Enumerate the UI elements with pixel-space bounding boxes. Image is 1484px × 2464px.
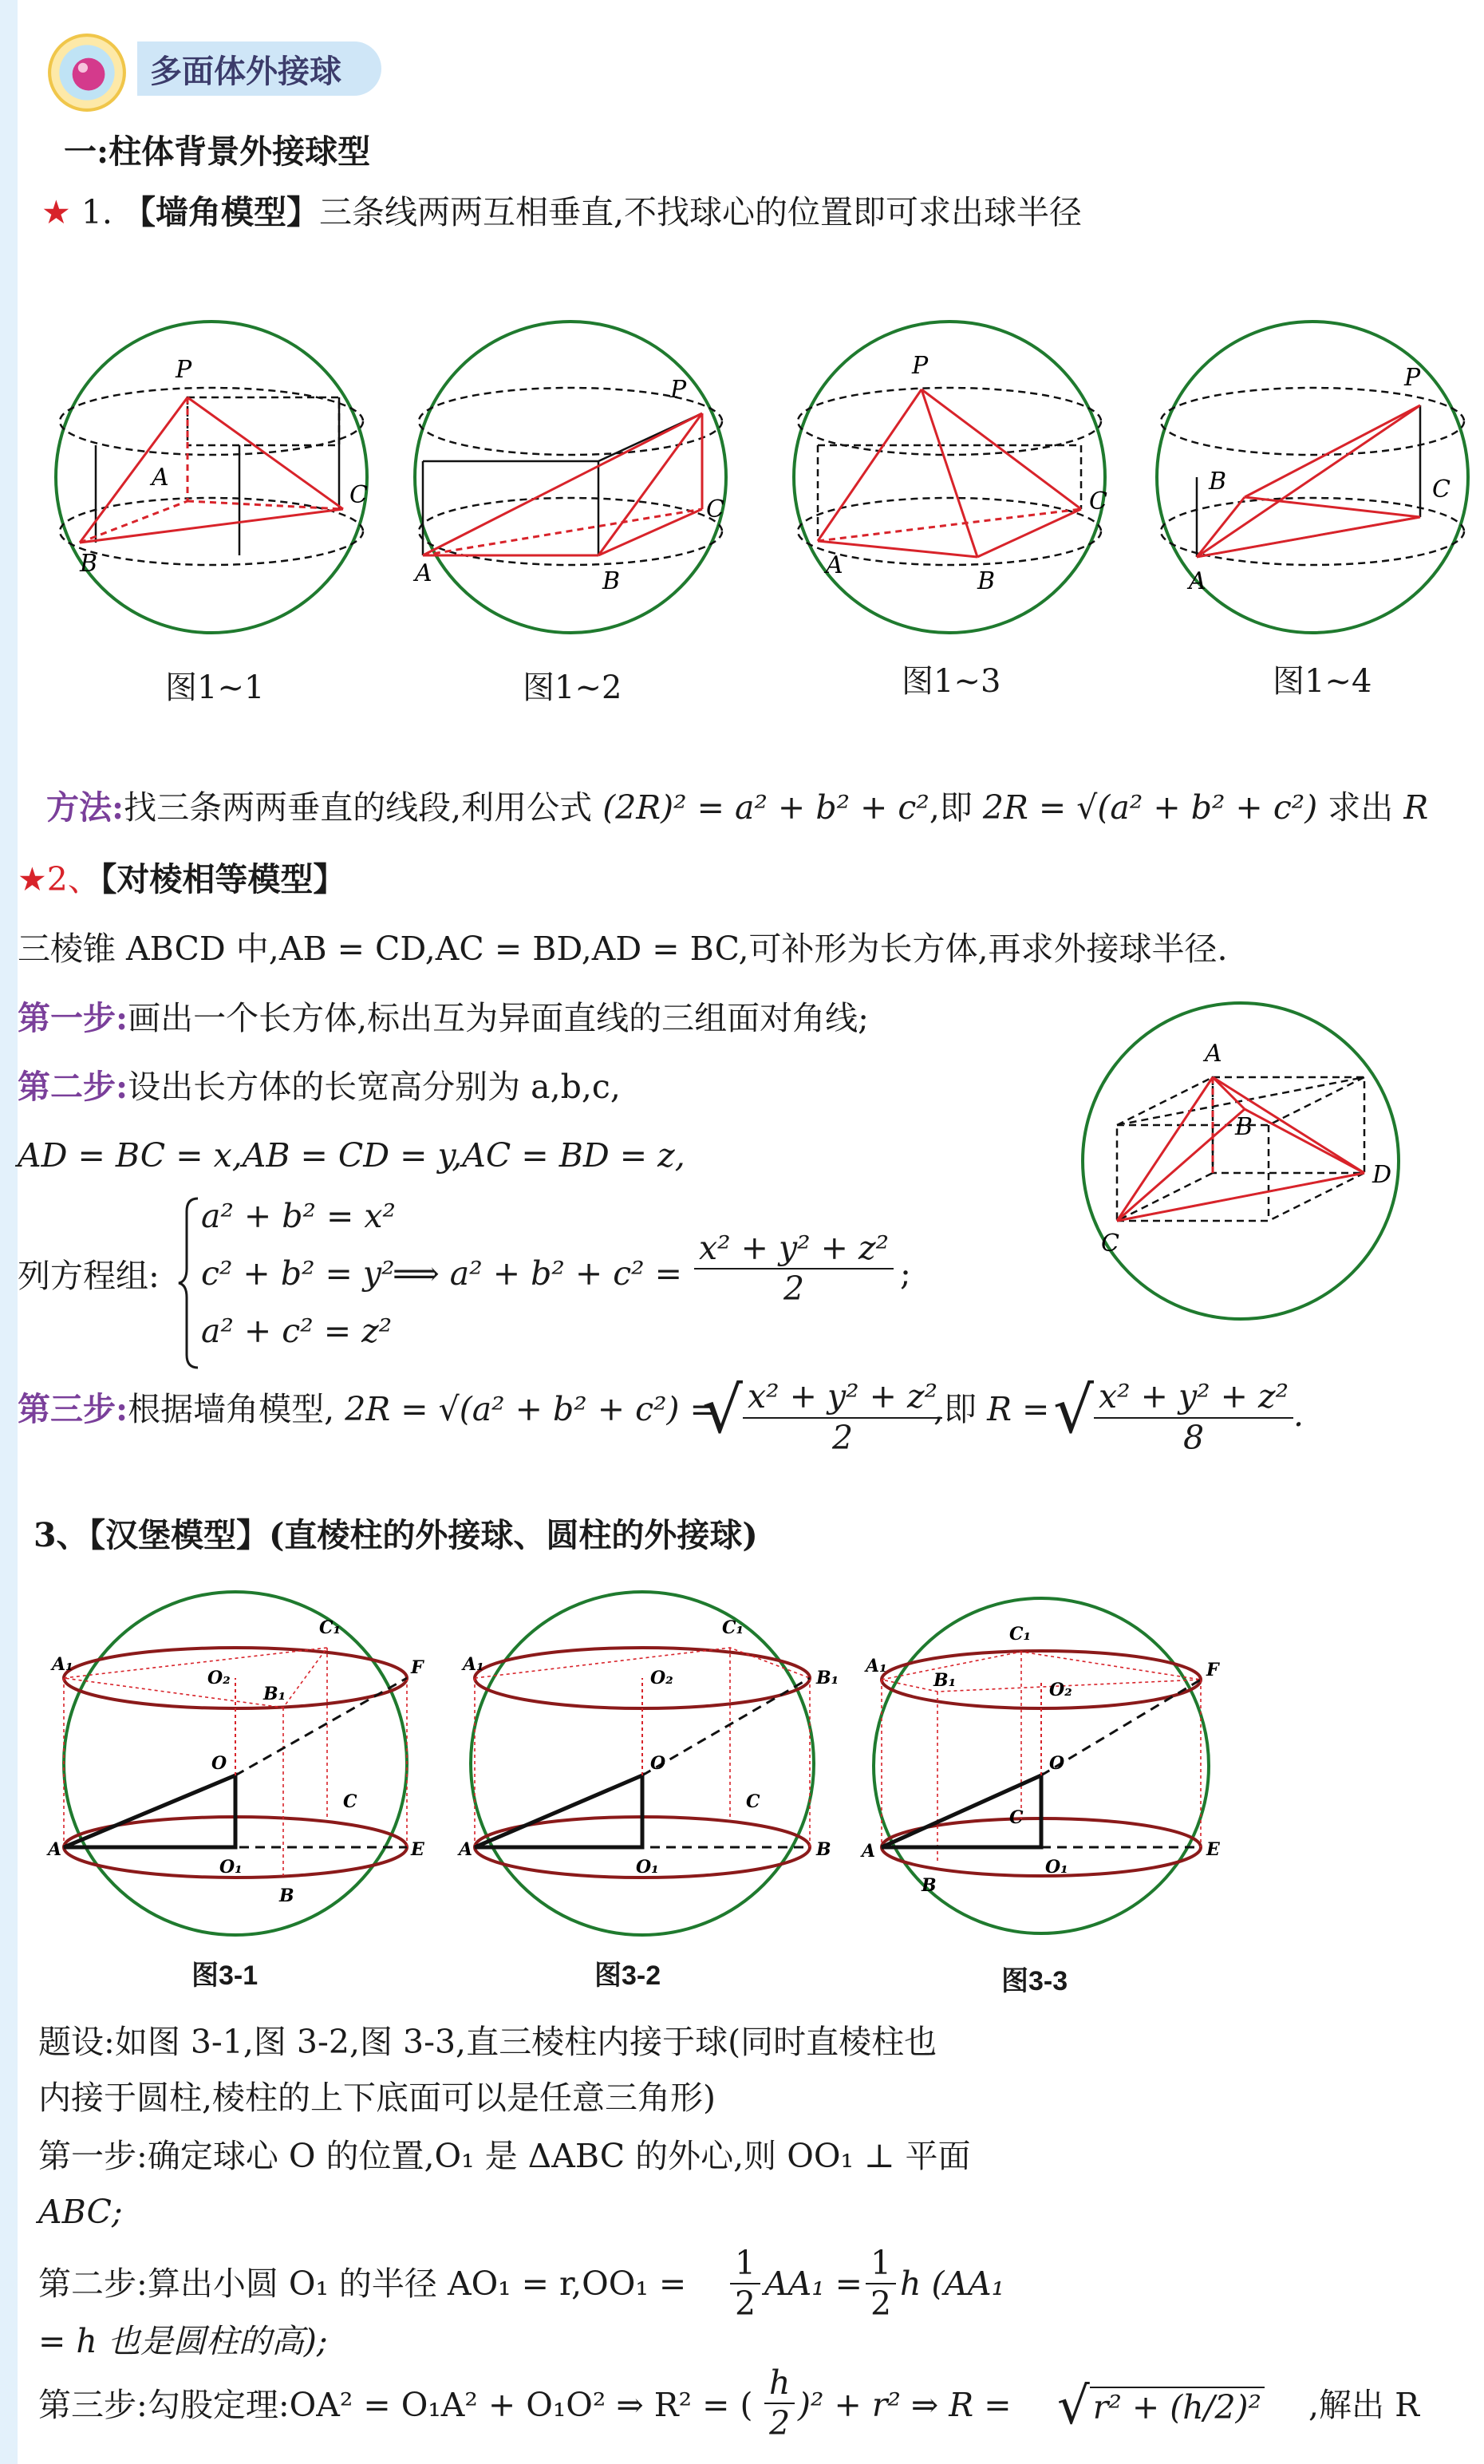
half-fraction-1 xyxy=(730,2244,760,2324)
step3-root1: √ $\frac{\text{x² + y² + z²}}{2}$ xyxy=(702,1366,942,1458)
step3-formula2: R = xyxy=(987,1390,1050,1428)
svg-text:B: B xyxy=(602,567,621,595)
h-den: 2 xyxy=(769,2404,791,2443)
half-num-1: 1 xyxy=(730,2244,760,2284)
svg-text:A: A xyxy=(48,1839,62,1860)
caption-fig-1-3: 图1~3 xyxy=(902,663,1001,700)
svg-text:B₁: B₁ xyxy=(263,1684,286,1704)
half-den-1: 2 xyxy=(735,2284,756,2324)
figure-1-1 xyxy=(48,318,383,645)
method-line xyxy=(46,788,1428,827)
left-brace-icon xyxy=(177,1195,201,1371)
svg-text:O₂: O₂ xyxy=(650,1668,673,1688)
half-den-2: 2 xyxy=(870,2284,892,2324)
svg-text:B: B xyxy=(279,1886,294,1906)
step1-text: 画出一个长方体,标出互为异面直线的三组面对角线; xyxy=(128,999,869,1037)
svg-text:A: A xyxy=(152,464,169,492)
system-eq-2: c² + b² = y² xyxy=(201,1254,395,1293)
svg-text:O₂: O₂ xyxy=(1049,1680,1072,1700)
step3-conj xyxy=(933,1390,1049,1429)
system-label: 列方程组: xyxy=(18,1257,160,1295)
system-semicolon: ; xyxy=(900,1254,911,1293)
method-formula: (2R)² = a² + b² + c² xyxy=(602,788,929,827)
method-r: R xyxy=(1403,788,1429,827)
root1-denominator: 2 xyxy=(831,1418,854,1457)
figure-3-2 xyxy=(459,1584,839,1951)
svg-text:C: C xyxy=(746,1791,760,1812)
svg-text:O₂: O₂ xyxy=(207,1668,231,1688)
star-icon: ★ xyxy=(41,193,71,231)
item3-para-7 xyxy=(38,2386,752,2425)
step3-formula: 2R = √(a² + b² + c²) = xyxy=(345,1390,717,1428)
step2-text-a: 第二步:算出小圆 O₁ 的半径 AO₁ = r,OO₁ = xyxy=(38,2265,687,2303)
root2-numerator: x² + y² + z² xyxy=(1094,1377,1293,1418)
step3-pyth-a: 第三步:勾股定理:OA² = O₁A² + O₁O² ⇒ R² = ( xyxy=(38,2386,753,2424)
item2-equalities: AD = BC = x,AB = CD = y,AC = BD = z, xyxy=(18,1136,685,1175)
svg-text:O₁: O₁ xyxy=(636,1857,659,1878)
svg-text:B₁: B₁ xyxy=(816,1668,839,1688)
figure-2-cuboid xyxy=(1077,997,1404,1325)
method-conj: ,即 xyxy=(929,788,973,827)
h-num: h xyxy=(764,2363,795,2404)
item3-para-2: 内接于圆柱,棱柱的上下底面可以是任意三角形) xyxy=(38,2079,716,2117)
svg-text:C: C xyxy=(1009,1807,1024,1828)
svg-text:O: O xyxy=(650,1753,666,1774)
figure-3-3 xyxy=(862,1592,1221,1951)
badge-title: 多面体外接球 xyxy=(150,53,341,90)
svg-text:A: A xyxy=(1205,1040,1222,1068)
svg-text:A: A xyxy=(1189,567,1206,595)
item1-heading xyxy=(41,193,1082,232)
step3-pyth-root: √r² + (h/2)² xyxy=(1057,2371,1265,2433)
left-edge-strip xyxy=(0,0,18,2464)
item2-number: 2、 xyxy=(46,860,101,898)
figure-3-1 xyxy=(48,1584,423,1951)
svg-text:A₁: A₁ xyxy=(866,1656,887,1676)
half-num-2: 1 xyxy=(866,2244,896,2284)
svg-text:A: A xyxy=(459,1839,473,1860)
svg-text:C: C xyxy=(343,1791,357,1812)
step3-root2: √ $\frac{\text{x² + y² + z²}}{8}$ . xyxy=(1053,1373,1304,1457)
caption-fig-3-1: 图3-1 xyxy=(191,1961,259,1991)
bubble-logo-icon xyxy=(46,32,128,113)
item1-model-name: 【墙角模型】 xyxy=(122,193,319,231)
step2-text: 设出长方体的长宽高分别为 a,b,c, xyxy=(128,1068,621,1106)
step2-h: h (AA₁ xyxy=(900,2265,1005,2303)
method-text: 找三条两两垂直的线段,利用公式 xyxy=(124,788,593,827)
item2-heading xyxy=(18,860,345,899)
star-icon: ★ xyxy=(18,860,47,898)
svg-text:O₁: O₁ xyxy=(219,1857,243,1878)
item3-para-4: ABC; xyxy=(38,2193,123,2231)
item2-step1 xyxy=(18,999,869,1038)
svg-text:C₁: C₁ xyxy=(1009,1624,1032,1645)
svg-text:B: B xyxy=(922,1875,937,1896)
svg-text:B₁: B₁ xyxy=(933,1670,957,1691)
svg-text:C: C xyxy=(1101,1230,1119,1258)
caption-fig-1-2: 图1~2 xyxy=(523,669,622,706)
caption-fig-3-2: 图3-2 xyxy=(594,1961,661,1991)
step3-text: 根据墙角模型, xyxy=(128,1390,335,1428)
caption-fig-1-1: 图1~1 xyxy=(165,669,265,706)
svg-text:P: P xyxy=(1404,364,1421,392)
svg-text:A₁: A₁ xyxy=(52,1654,73,1675)
system-implies: ⟹ a² + b² + c² = xyxy=(393,1254,682,1293)
root-radicand: r² + (h/2)² xyxy=(1090,2387,1265,2427)
svg-text:B: B xyxy=(816,1839,831,1860)
step3-label: 第三步: xyxy=(18,1390,128,1428)
method-formula2: 2R = √(a² + b² + c²) xyxy=(982,788,1318,827)
step2-aa1: AA₁ = xyxy=(764,2265,863,2303)
item2-step3 xyxy=(18,1390,717,1429)
step1-label: 第一步: xyxy=(18,999,128,1037)
step3-period: . xyxy=(1293,1396,1304,1434)
caption-fig-3-3: 图3-3 xyxy=(1001,1966,1068,1996)
step2-label: 第二步: xyxy=(18,1068,128,1106)
system-eq-1: a² + b² = x² xyxy=(201,1197,396,1235)
svg-text:C: C xyxy=(706,496,724,523)
system-fraction xyxy=(694,1229,894,1309)
half-fraction-2 xyxy=(866,2244,896,2324)
svg-text:A: A xyxy=(826,551,843,579)
svg-text:P: P xyxy=(176,356,192,384)
svg-text:F: F xyxy=(411,1657,424,1678)
svg-text:P: P xyxy=(912,352,929,380)
svg-text:F: F xyxy=(1206,1660,1219,1680)
svg-text:O: O xyxy=(211,1753,227,1774)
fraction-denominator: 2 xyxy=(783,1270,805,1309)
svg-text:C: C xyxy=(1089,488,1107,515)
svg-text:A: A xyxy=(415,559,432,587)
item3-para-3: 第一步:确定球心 O 的位置,O₁ 是 ΔABC 的外心,则 OO₁ ⊥ 平面 xyxy=(38,2137,971,2175)
svg-text:O₁: O₁ xyxy=(1045,1857,1068,1878)
svg-text:C₁: C₁ xyxy=(722,1617,744,1638)
svg-text:C: C xyxy=(349,481,368,509)
step3-conj-text: ,即 xyxy=(933,1390,977,1428)
svg-text:C₁: C₁ xyxy=(319,1617,341,1638)
item3-para-1: 题设:如图 3-1,图 3-2,图 3-3,直三棱柱内接于球(同时直棱柱也 xyxy=(38,2023,937,2061)
item2-step2 xyxy=(18,1068,621,1107)
method-label: 方法: xyxy=(46,788,124,827)
caption-fig-1-4: 图1~4 xyxy=(1273,663,1372,700)
system-eq-3: a² + c² = z² xyxy=(201,1312,393,1350)
item1-number: 1. xyxy=(81,193,112,231)
item3-para-5 xyxy=(38,2265,686,2304)
item2-model-name: 【对棱相等模型】 xyxy=(100,860,346,898)
svg-text:B: B xyxy=(977,567,996,595)
fraction-numerator: x² + y² + z² xyxy=(694,1229,894,1270)
svg-text:D: D xyxy=(1372,1161,1392,1189)
item3-title: 3、【汉堡模型】(直棱柱的外接球、圆柱的外接球) xyxy=(34,1516,758,1554)
item2-intro: 三棱锥 ABCD 中,AB = CD,AC = BD,AD = BC,可补形为长方体,再求外接球半径. xyxy=(18,930,1228,968)
section1-title: 一:柱体背景外接球型 xyxy=(64,132,371,171)
figure-1-4 xyxy=(1149,318,1484,645)
section-badge xyxy=(137,41,381,96)
svg-text:A₁: A₁ xyxy=(463,1654,484,1675)
item3-para-6: = h 也是圆柱的高); xyxy=(38,2322,328,2360)
step3-pyth-b: )² + r² ⇒ R = xyxy=(798,2386,1012,2424)
svg-text:A: A xyxy=(862,1841,876,1862)
svg-text:B: B xyxy=(80,550,98,578)
svg-text:E: E xyxy=(1206,1839,1220,1860)
item1-text: 三条线两两互相垂直,不找球心的位置即可求出球半径 xyxy=(318,193,1083,231)
h-over-2 xyxy=(764,2363,795,2443)
root1-numerator: x² + y² + z² xyxy=(743,1377,942,1418)
svg-text:B: B xyxy=(1235,1113,1253,1141)
step3-pyth-c: ,解出 R xyxy=(1308,2386,1419,2424)
method-tail: 求出 xyxy=(1328,788,1394,827)
figure-1-2 xyxy=(407,318,742,645)
svg-text:O: O xyxy=(1049,1753,1065,1774)
svg-text:E: E xyxy=(411,1839,424,1860)
svg-text:B: B xyxy=(1209,468,1227,496)
svg-text:P: P xyxy=(670,376,687,404)
root2-denominator: 8 xyxy=(1182,1418,1205,1457)
figure-1-3 xyxy=(786,318,1121,645)
svg-text:C: C xyxy=(1432,476,1450,503)
